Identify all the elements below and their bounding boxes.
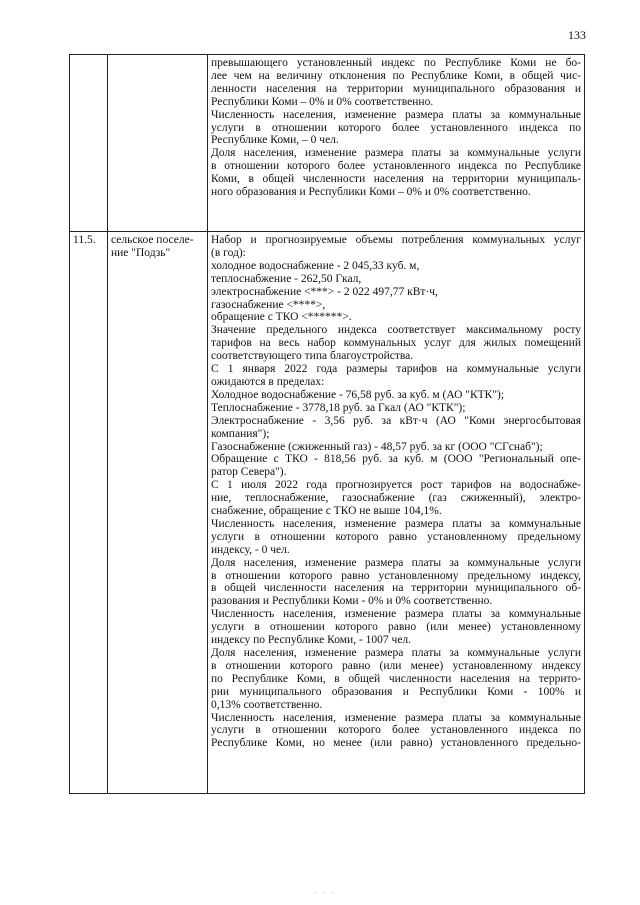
scan-marks: · · ·	[314, 889, 336, 898]
text-line: газоснабжение <****>,	[211, 298, 326, 311]
text-line: рии муниципального образования и Республики Коми - 100% и	[211, 685, 581, 698]
text-line: Численность населения, изменение размера платы за коммунальные	[211, 711, 581, 724]
text-line: Численность населения, изменение размера платы за коммунальные	[211, 517, 581, 530]
text-line: Электроснабжение - 3,56 руб. за кВт·ч (АО "Коми энергосбытовая	[211, 414, 581, 427]
table-body	[70, 55, 585, 794]
text-line: Обращение с ТКО - 818,56 руб. за куб. м (ООО "Региональный опе-	[211, 453, 581, 466]
text-line: холодное водоснабжение - 2 045,33 куб. м,	[211, 259, 420, 272]
text-line: ожидаются в пределах:	[211, 375, 325, 388]
text-line: Доля населения, изменение размера платы за коммунальные услуги	[211, 147, 581, 160]
text-line: Газоснабжение (сжиженный газ) - 48,57 руб. за кг (ООО "СГснаб");	[211, 440, 543, 453]
municipality-name-line: ние "Подзь"	[111, 246, 171, 259]
page-number: 133	[568, 28, 586, 42]
text-line: 0,13% соответственно.	[211, 698, 323, 711]
text-line: превышающего установленный индекс по Республике Коми не бо-	[211, 57, 581, 69]
text-line: Численность населения, изменение размера платы за коммунальные	[211, 608, 581, 621]
description-cell	[208, 55, 585, 232]
text-line: соответствующего типа благоустройства.	[211, 350, 414, 363]
text-line: (в год):	[211, 246, 246, 259]
text-line: Теплоснабжение - 3778,18 руб. за Гкал (АО "КТК");	[211, 401, 466, 414]
text-line: услуги в отношении которого равно установленному предельному	[211, 530, 581, 543]
text-line: лее чем на величину отклонения по Республике Коми, в общей чис-	[211, 69, 581, 82]
text-line: Набор и прогнозируемые объемы потребления коммунальных услуг	[211, 234, 581, 246]
description-cell	[208, 232, 585, 794]
text-line: С 1 июля 2022 года прогнозируется рост тарифов на водоснабже-	[211, 479, 581, 492]
text-line: теплоснабжение - 262,50 Гкал,	[211, 272, 362, 285]
municipality-name-line: сельское поселе-	[111, 234, 194, 246]
row-number-cell	[70, 55, 108, 232]
text-line: в отношении которого более установленного индекса по Республике	[211, 160, 581, 173]
table-row	[70, 232, 585, 794]
text-line: индексу, - 0 чел.	[211, 543, 290, 556]
text-line: разования и Республики Коми - 0% и 0% соответственно.	[211, 595, 493, 608]
text-line: обращение с ТКО <******>.	[211, 311, 352, 324]
text-line: услуги в отношении которого более установленного индекса по	[211, 121, 581, 134]
row-number: 11.5.	[73, 234, 96, 246]
text-line: услуги в отношении которого равно (или менее) установленному	[211, 621, 581, 634]
text-line: в отношении которого равно установленному предельному индексу,	[211, 569, 581, 582]
text-line: по Республике Коми, в общей численности населения на террито-	[211, 672, 581, 685]
text-line: ного образования и Республики Коми – 0% и 0% соответственно.	[211, 186, 531, 199]
tariff-table	[69, 54, 585, 794]
municipality-name-cell	[108, 55, 208, 232]
municipality-name-cell	[108, 232, 208, 794]
text-line: Коми, в общей численности населения на территории муниципаль-	[211, 173, 581, 186]
text-line: индексу по Республике Коми, - 1007 чел.	[211, 634, 412, 647]
text-line: Республике Коми, но менее (или равно) установленного предельно-	[211, 737, 581, 750]
text-line: компания");	[211, 427, 270, 440]
text-line: электроснабжение <***> - 2 022 497,77 кВт·ч,	[211, 285, 438, 298]
table-row	[70, 55, 585, 232]
row-number-cell	[70, 232, 108, 794]
text-line: Республики Коми – 0% и 0% соответственно.	[211, 95, 434, 108]
text-line: ленности населения на территории муниципального образования и	[211, 82, 581, 95]
text-line: Республике Коми, – 0 чел.	[211, 134, 339, 147]
text-line: в общей численности населения на территории муниципального об-	[211, 582, 581, 595]
text-line: Значение предельного индекса соответствует максимальному росту	[211, 324, 581, 337]
text-line: С 1 января 2022 года размеры тарифов на коммунальные услуги	[211, 363, 581, 376]
text-line: Доля населения, изменение размера платы за коммунальные услуги	[211, 647, 581, 659]
text-line: снабжение, обращение с ТКО не выше 104,1%.	[211, 505, 442, 518]
text-line: тарифов на весь набор коммунальных услуг для жилых помещений	[211, 337, 581, 350]
text-line: Численность населения, изменение размера платы за коммунальные	[211, 108, 581, 121]
text-line: Доля населения, изменение размера платы за коммунальные услуги	[211, 556, 581, 569]
text-line: в отношении которого равно (или менее) установленному индексу	[211, 659, 581, 672]
text-line: ратор Севера").	[211, 466, 287, 479]
text-line: ние, теплоснабжение, газоснабжение (газ сжиженный), электро-	[211, 492, 581, 505]
text-line: услуги в отношении которого более установленного индекса по	[211, 724, 581, 737]
text-line: Холодное водоснабжение - 76,58 руб. за куб. м (АО "КТК");	[211, 388, 505, 401]
